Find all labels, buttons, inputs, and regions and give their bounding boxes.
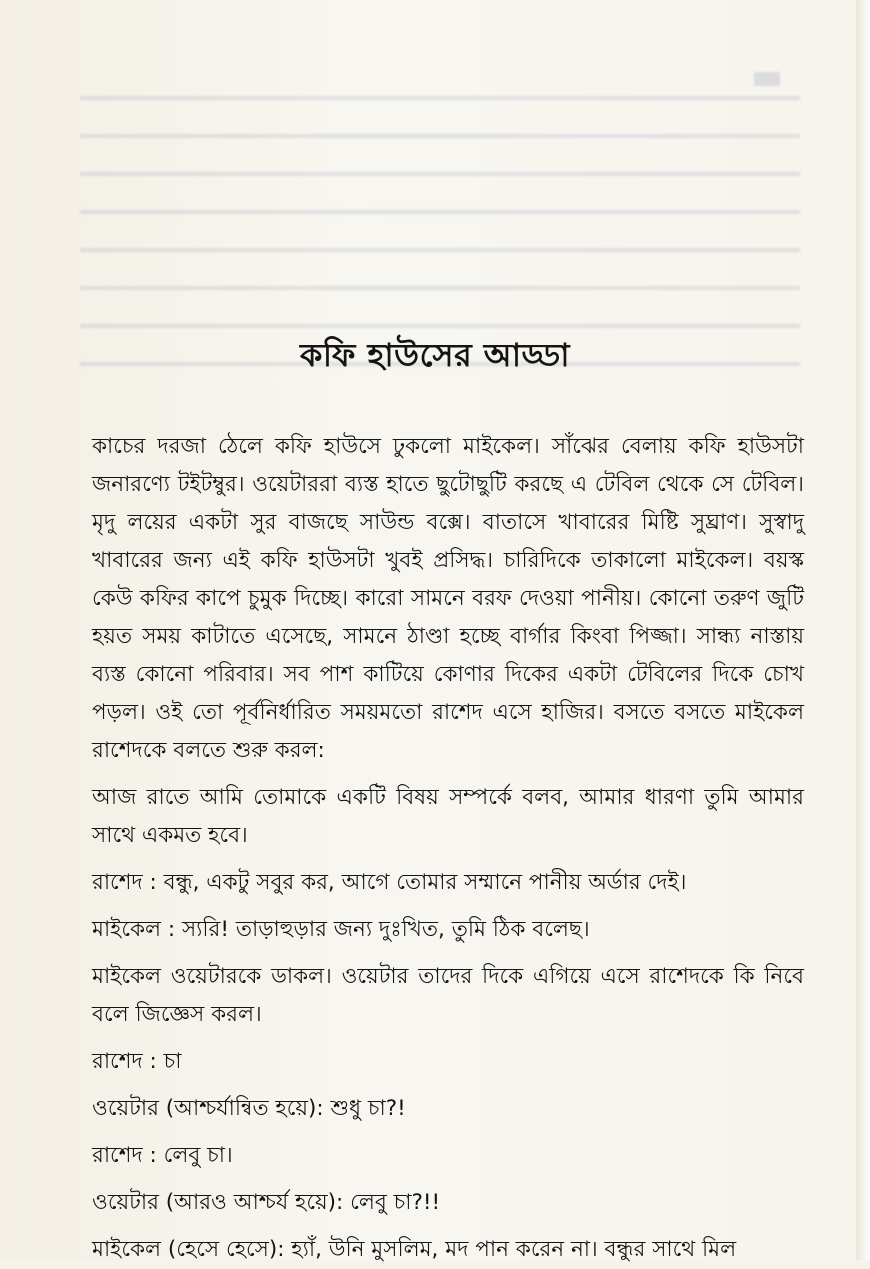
paragraph-narration: মাইকেল ওয়েটারকে ডাকল। ওয়েটার তাদের দিকে এগিয়ে এসে রাশেদকে কি নিবে বলে জিজ্ঞেস করল। [92, 964, 804, 1027]
paragraph-dialogue: রাশেদ : চা [92, 1049, 182, 1074]
paragraph-dialogue: ওয়েটার (আশ্চর্যান্বিত হয়ে): শুধু চা?! [92, 1096, 406, 1121]
paragraph-intro: কাচের দরজা ঠেলে কফি হাউসে ঢুকলো মাইকেল। সাঁঝের বেলায় কফি হাউসটা জনারণ্যে টইটম্বুর। ওয়েটাররা ব্যস্ত হাতে ছুটোছুটি করছে এ টেবিল থেকে সে টেবিল। মৃদু লয়ের একটা সুর বাজছে সাউন্ড বক্সে। বাতাসে খাবারের মিষ্টি সুঘ্রাণ। সুস্বাদু খাবারের জন্য এই কফি হাউসটা খুবই প্রসিদ্ধ। চারিদিকে তাকালো মাইকেল। বয়স্ক কেউ কফির কাপে চুমুক দিচ্ছে। কারো সামনে বরফ দেওয়া পানীয়। কোনো তরুণ জুটি হয়ত সময় কাটাতে এসেছে, সামনে ঠাণ্ডা হচ্ছে বার্গার কিংবা পিজ্জা। সান্ধ্য নাস্তায় ব্যস্ত কোনো পরিবার। সব পাশ কাটিয়ে কোণার দিকের একটা টেবিলের দিকে চোখ পড়ল। ওই তো পূর্বনির্ধারিত সময়মতো রাশেদ এসে হাজির। বসতে বসতে মাইকেল রাশেদকে বলতে শুরু করল: [92, 434, 804, 763]
chapter-title: কফি হাউসের আড্ডা [299, 336, 570, 374]
body-text [92, 428, 804, 1269]
paragraph-dialogue: রাশেদ : বন্ধু, একটু সবুর কর, আগে তোমার সম্মানে পানীয় অর্ডার দেই। [92, 870, 687, 895]
paragraph-dialogue: রাশেদ : লেবু চা। [92, 1143, 233, 1168]
paragraph-dialogue: মাইকেল (হেসে হেসে): হ্যাঁ, উনি মুসলিম, মদ পান করেন না। বন্ধুর সাথে মিল [92, 1237, 737, 1262]
paragraph-dialogue: ওয়েটার (আরও আশ্চর্য হয়ে): লেবু চা?!! [92, 1190, 441, 1215]
page-edge [856, 0, 870, 1260]
paragraph-dialogue: আজ রাতে আমি তোমাকে একটি বিষয় সম্পর্কে বলব, আমার ধারণা তুমি আমার সাথে একমত হবে। [92, 785, 804, 848]
bleed-through-page-number [754, 72, 780, 86]
paragraph-dialogue: মাইকেল : স্যরি! তাড়াহুড়ার জন্য দুঃখিত, তুমি ঠিক বলেছ। [92, 917, 590, 942]
